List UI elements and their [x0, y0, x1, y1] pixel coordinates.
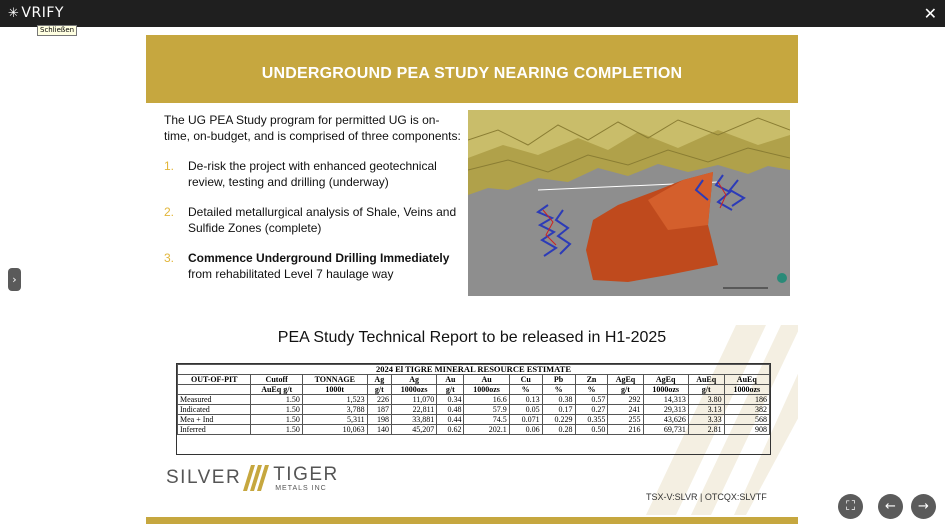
table-header-cell: AuEq: [688, 375, 724, 385]
arrow-left-icon: ←: [885, 499, 896, 514]
table-cell: 69,731: [643, 425, 688, 435]
table-cell: 0.13: [509, 395, 542, 405]
table-cell: 1.50: [251, 395, 302, 405]
table-header-cell: AuEq g/t: [251, 385, 302, 395]
table-cell: 0.05: [509, 405, 542, 415]
table-cell: 0.27: [575, 405, 608, 415]
table-header-cell: TONNAGE: [302, 375, 367, 385]
item-number: 1.: [164, 159, 175, 173]
underground-3d-model-image: [468, 110, 790, 296]
table-cell: 1.50: [251, 425, 302, 435]
table-cell: Inferred: [178, 425, 251, 435]
study-description: [164, 113, 462, 297]
close-icon[interactable]: ✕: [923, 4, 937, 23]
table-cell: 908: [724, 425, 769, 435]
table-cell: 226: [367, 395, 391, 405]
stock-tickers: TSX-V:SLVR | OTCQX:SLVTF: [646, 492, 767, 502]
table-cell: 1.50: [251, 405, 302, 415]
table-row: [178, 425, 770, 435]
brand-word-left: SILVER: [166, 467, 242, 488]
list-item: [164, 251, 462, 282]
table-header-cell: 1000t: [302, 385, 367, 395]
table-row: [178, 395, 770, 405]
table-cell: 57.9: [464, 405, 509, 415]
table-header-cell: Au: [464, 375, 509, 385]
table-cell: 16.6: [464, 395, 509, 405]
table-header-cell: %: [509, 385, 542, 395]
table-cell: 0.48: [437, 405, 464, 415]
table-cell: 0.44: [437, 415, 464, 425]
brand-word-right: TIGER: [273, 464, 339, 485]
table-cell: 198: [367, 415, 391, 425]
previous-slide-button[interactable]: [878, 494, 903, 519]
table-units-row: [178, 385, 770, 395]
logo-text: VRIFY: [21, 5, 64, 21]
table-header-cell: g/t: [688, 385, 724, 395]
table-header-cell: %: [575, 385, 608, 395]
item-text: from rehabilitated Level 7 haulage way: [188, 266, 394, 281]
table-cell: 1,523: [302, 395, 367, 405]
table-cell: 5,311: [302, 415, 367, 425]
table-cell: 140: [367, 425, 391, 435]
top-bar: [0, 0, 945, 27]
table-header-row: [178, 375, 770, 385]
table-cell: Measured: [178, 395, 251, 405]
silver-tiger-logo: [166, 463, 339, 493]
item-number: 2.: [164, 205, 175, 219]
table-cell: 3,788: [302, 405, 367, 415]
table-cell: 74.5: [464, 415, 509, 425]
intro-text: The UG PEA Study program for permitted UG is on-time, on-budget, and is comprised of three components:: [164, 113, 461, 143]
table-cell: 292: [608, 395, 643, 405]
table-cell: 0.28: [542, 425, 575, 435]
table-cell: 22,811: [391, 405, 436, 415]
table-header-cell: g/t: [608, 385, 643, 395]
table-cell: 33,881: [391, 415, 436, 425]
table-cell: 0.17: [542, 405, 575, 415]
table-cell: 0.34: [437, 395, 464, 405]
fullscreen-icon: ⛶: [845, 499, 856, 514]
table-cell: 0.57: [575, 395, 608, 405]
table-header-cell: AuEq: [724, 375, 769, 385]
table-cell: 45,207: [391, 425, 436, 435]
title-band: [146, 35, 798, 103]
arrow-right-icon: →: [918, 499, 929, 514]
table-cell: 1.50: [251, 415, 302, 425]
table-cell: 202.1: [464, 425, 509, 435]
item-text-wrap: [188, 251, 462, 282]
table-header-cell: Cu: [509, 375, 542, 385]
sidebar-toggle-button[interactable]: [8, 268, 21, 291]
table-cell: Indicated: [178, 405, 251, 415]
table-header-cell: OUT-OF-PIT: [178, 375, 251, 385]
table-cell: 568: [724, 415, 769, 425]
resource-estimate-table: [176, 363, 771, 455]
next-slide-button[interactable]: [911, 494, 936, 519]
list-item: [164, 159, 462, 190]
fullscreen-button[interactable]: [838, 494, 863, 519]
tiger-stripes-icon: [241, 463, 269, 493]
presentation-slide: [146, 35, 798, 524]
table-header-cell: Ag: [391, 375, 436, 385]
table-cell: 11,070: [391, 395, 436, 405]
table-cell: 0.229: [542, 415, 575, 425]
table-cell: 0.62: [437, 425, 464, 435]
table-header-cell: Ag: [367, 375, 391, 385]
table-cell: 0.071: [509, 415, 542, 425]
table-cell: 255: [608, 415, 643, 425]
table-header-cell: 1000ozs: [391, 385, 436, 395]
table-header-cell: Zn: [575, 375, 608, 385]
table-cell: 382: [724, 405, 769, 415]
table-cell: 14,313: [643, 395, 688, 405]
table-cell: 0.50: [575, 425, 608, 435]
list-item: [164, 205, 462, 236]
table-header-cell: Pb: [542, 375, 575, 385]
table-header-cell: 1000ozs: [724, 385, 769, 395]
table-header-cell: [178, 385, 251, 395]
table-header-cell: 1000ozs: [643, 385, 688, 395]
table-cell: Mea + Ind: [178, 415, 251, 425]
table-header-cell: AgEq: [643, 375, 688, 385]
table-cell: 10,063: [302, 425, 367, 435]
vrify-logo: [8, 5, 64, 21]
table-cell: 0.06: [509, 425, 542, 435]
table-header-cell: %: [542, 385, 575, 395]
table-header-cell: g/t: [367, 385, 391, 395]
report-announcement: PEA Study Technical Report to be released in H1-2025: [277, 329, 667, 346]
asterisk-icon: ✳: [8, 5, 20, 21]
table-cell: 2.81: [688, 425, 724, 435]
close-tooltip: Schließen: [37, 25, 77, 36]
brand-right-block: [273, 464, 339, 492]
table-title: 2024 El TIGRE MINERAL RESOURCE ESTIMATE: [178, 365, 770, 375]
table-cell: 29,313: [643, 405, 688, 415]
table-header-cell: 1000ozs: [464, 385, 509, 395]
table-row: [178, 415, 770, 425]
table-cell: 187: [367, 405, 391, 415]
table-row: [178, 405, 770, 415]
item-text: De-risk the project with enhanced geotechnical review, testing and drilling (underway): [188, 159, 437, 189]
table-cell: 3.33: [688, 415, 724, 425]
table-cell: 43,626: [643, 415, 688, 425]
bottom-accent-bar: [146, 517, 798, 524]
item-text-bold: Commence Underground Drilling Immediately: [188, 251, 450, 265]
table-header-cell: Cutoff: [251, 375, 302, 385]
table-header-cell: AgEq: [608, 375, 643, 385]
table-cell: 186: [724, 395, 769, 405]
table-header-cell: g/t: [437, 385, 464, 395]
table-cell: 216: [608, 425, 643, 435]
table-header-cell: Au: [437, 375, 464, 385]
brand-subtitle: METALS INC: [275, 485, 327, 492]
table-cell: 0.38: [542, 395, 575, 405]
table-cell: 3.80: [688, 395, 724, 405]
item-text: Detailed metallurgical analysis of Shale, Veins and Sulfide Zones (complete): [188, 205, 457, 235]
slide-title: UNDERGROUND PEA STUDY NEARING COMPLETION: [261, 65, 683, 82]
table-cell: 241: [608, 405, 643, 415]
table-cell: 3.13: [688, 405, 724, 415]
item-number: 3.: [164, 251, 175, 265]
chevron-right-icon: ›: [12, 273, 17, 286]
table-cell: 0.355: [575, 415, 608, 425]
